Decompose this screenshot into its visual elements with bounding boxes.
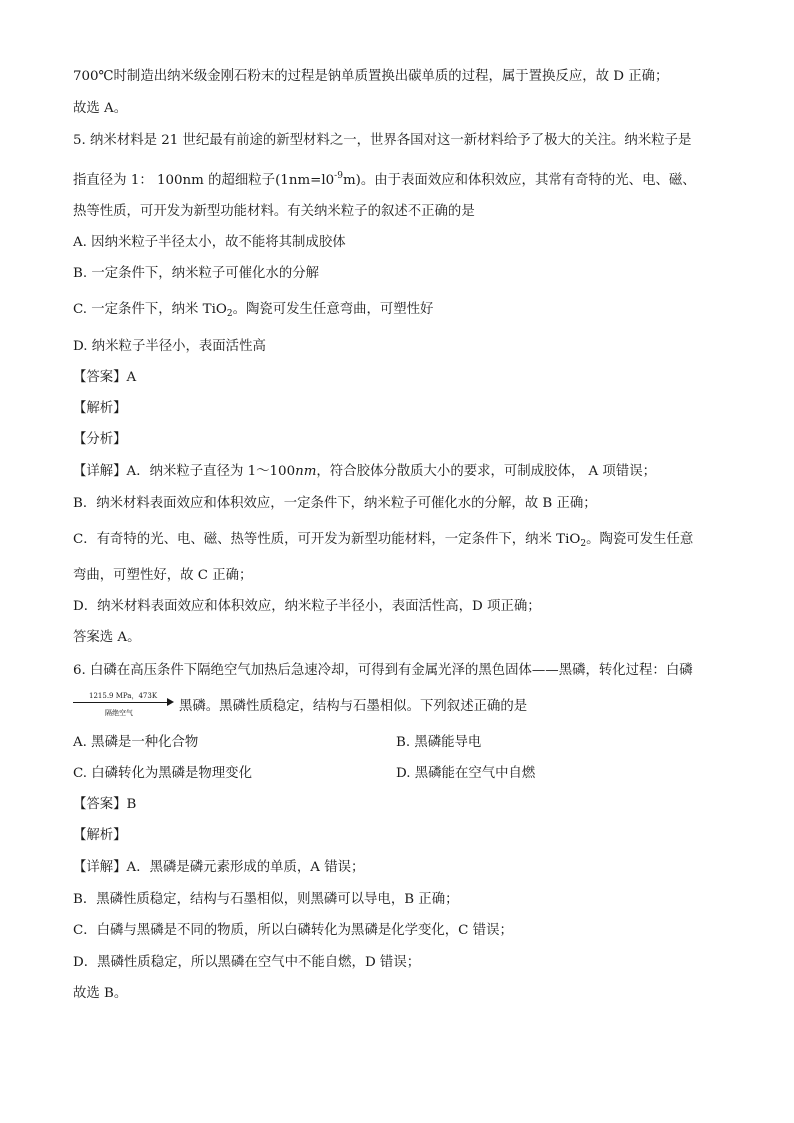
line-text: 故选 B。 bbox=[73, 986, 128, 1001]
line-text: 【详解】A．纳米粒子直径为 1～100 bbox=[73, 464, 296, 479]
reaction-arrow bbox=[73, 692, 177, 717]
line-text: C. 白磷转化为黑磷是物理变化 bbox=[73, 766, 252, 781]
question-5-stem bbox=[73, 131, 691, 151]
option-c bbox=[73, 764, 252, 784]
subscript: 2 bbox=[226, 309, 233, 319]
explanation-line bbox=[73, 953, 420, 973]
option-a bbox=[73, 233, 346, 253]
option-d bbox=[73, 337, 266, 357]
line-text: D．黑磷性质稳定，所以黑磷在空气中不能自燃，D 错误； bbox=[73, 955, 421, 970]
line-text: m)。由于表面效应和体积效应，其常有奇特的光、电、磁、 bbox=[342, 173, 696, 188]
arrow-head-icon bbox=[167, 698, 174, 706]
line-text: B. 一定条件下，纳米粒子可催化水的分解 bbox=[73, 266, 319, 281]
line-text: D．纳米材料表面效应和体积效应，纳米粒子半径小，表面活性高，D 项正确； bbox=[73, 599, 541, 614]
analysis-label bbox=[73, 430, 127, 450]
question-5-stem bbox=[73, 202, 475, 222]
line-text: B．黑磷性质稳定，结构与石墨相似，则黑磷可以导电，B 正确； bbox=[73, 892, 459, 907]
text-line bbox=[73, 67, 668, 87]
question-6-stem bbox=[73, 692, 528, 717]
line-text: 5. 纳米材料是 21 世纪最有前途的新型材料之一，世界各国对这一新材料给予了极大的关注。纳米粒子是 bbox=[73, 133, 692, 148]
line-text: ，符合胶体分散质大小的要求，可制成胶体， A 项错误； bbox=[316, 464, 656, 479]
option-d bbox=[396, 764, 535, 784]
explanation-line bbox=[73, 566, 252, 586]
line-text: B. 黑磷能导电 bbox=[396, 735, 482, 750]
line-text: 。陶瓷可发生任意 bbox=[586, 532, 694, 547]
answer-label bbox=[73, 368, 136, 388]
option-c bbox=[73, 300, 433, 324]
explanation-line bbox=[73, 462, 656, 482]
line-text: 700℃时制造出纳米级金刚石粉末的过程是钠单质置换出碳单质的过程，属于置换反应，故 D 正确； bbox=[73, 69, 669, 84]
line-text: C．有奇特的光、电、磁、热等性质，可开发为新型功能材料，一定条件下，纳米 TiO bbox=[73, 532, 581, 547]
explanation-line bbox=[73, 597, 541, 617]
question-5-stem bbox=[73, 166, 696, 191]
line-text: 6. 白磷在高压条件下隔绝空气加热后急速冷却，可得到有金属光泽的黑色固体——黑磷，转化过程：白磷 bbox=[73, 663, 693, 678]
analysis-label bbox=[73, 399, 127, 419]
line-text: D. 纳米粒子半径小，表面活性高 bbox=[73, 339, 266, 354]
answer-label bbox=[73, 795, 136, 815]
explanation-line bbox=[73, 858, 364, 878]
explanation-line bbox=[73, 921, 513, 941]
subscript: 2 bbox=[580, 539, 587, 549]
line-text: 热等性质，可开发为新型功能材料。有关纳米粒子的叙述不正确的是 bbox=[73, 204, 475, 219]
line-text: A. 因纳米粒子半径太小，故不能将其制成胶体 bbox=[73, 235, 346, 250]
line-text: D. 黑磷能在空气中自燃 bbox=[396, 766, 536, 781]
analysis-label bbox=[73, 826, 127, 846]
question-6-stem bbox=[73, 661, 693, 681]
text-line bbox=[73, 99, 127, 119]
arrow-shaft bbox=[73, 702, 169, 703]
line-text: 【详解】A．黑磷是磷元素形成的单质，A 错误； bbox=[73, 860, 365, 875]
line-text: 黑磷。黑磷性质稳定，结构与石墨相似。下列叙述正确的是 bbox=[179, 699, 528, 714]
unit-text: nm bbox=[295, 464, 317, 479]
option-b bbox=[396, 733, 481, 753]
explanation-line bbox=[73, 530, 693, 554]
line-text: 【分析】 bbox=[73, 432, 127, 447]
line-text: 答案选 A。 bbox=[73, 630, 141, 645]
line-text: 【答案】B bbox=[73, 797, 137, 812]
option-a bbox=[73, 733, 198, 753]
arrow-condition-bottom: 隔绝空气 bbox=[105, 709, 133, 717]
line-text: A. 黑磷是一种化合物 bbox=[73, 735, 199, 750]
line-text: 【解析】 bbox=[73, 401, 127, 416]
explanation-line bbox=[73, 494, 597, 514]
arrow-condition-top: 1215.9 MPa，473K bbox=[89, 692, 158, 700]
explanation-line bbox=[73, 984, 127, 1004]
line-text: 【答案】A bbox=[73, 370, 137, 385]
explanation-line bbox=[73, 628, 141, 648]
line-text: C. 一定条件下，纳米 TiO bbox=[73, 302, 227, 317]
exponent: -9 bbox=[334, 171, 343, 181]
line-text: 弯曲，可塑性好，故 C 正确； bbox=[73, 568, 253, 583]
line-text: 【解析】 bbox=[73, 828, 127, 843]
line-text: B．纳米材料表面效应和体积效应，一定条件下，纳米粒子可催化水的分解，故 B 正确； bbox=[73, 496, 597, 511]
line-text: C．白磷与黑磷是不同的物质，所以白磷转化为黑磷是化学变化，C 错误； bbox=[73, 923, 513, 938]
line-text: 故选 A。 bbox=[73, 101, 128, 116]
option-b bbox=[73, 264, 319, 284]
explanation-line bbox=[73, 890, 458, 910]
line-text: 。陶瓷可发生任意弯曲，可塑性好 bbox=[232, 302, 434, 317]
line-text: 指直径为 1： 100nm 的超细粒子(1nm=l0 bbox=[73, 173, 335, 188]
